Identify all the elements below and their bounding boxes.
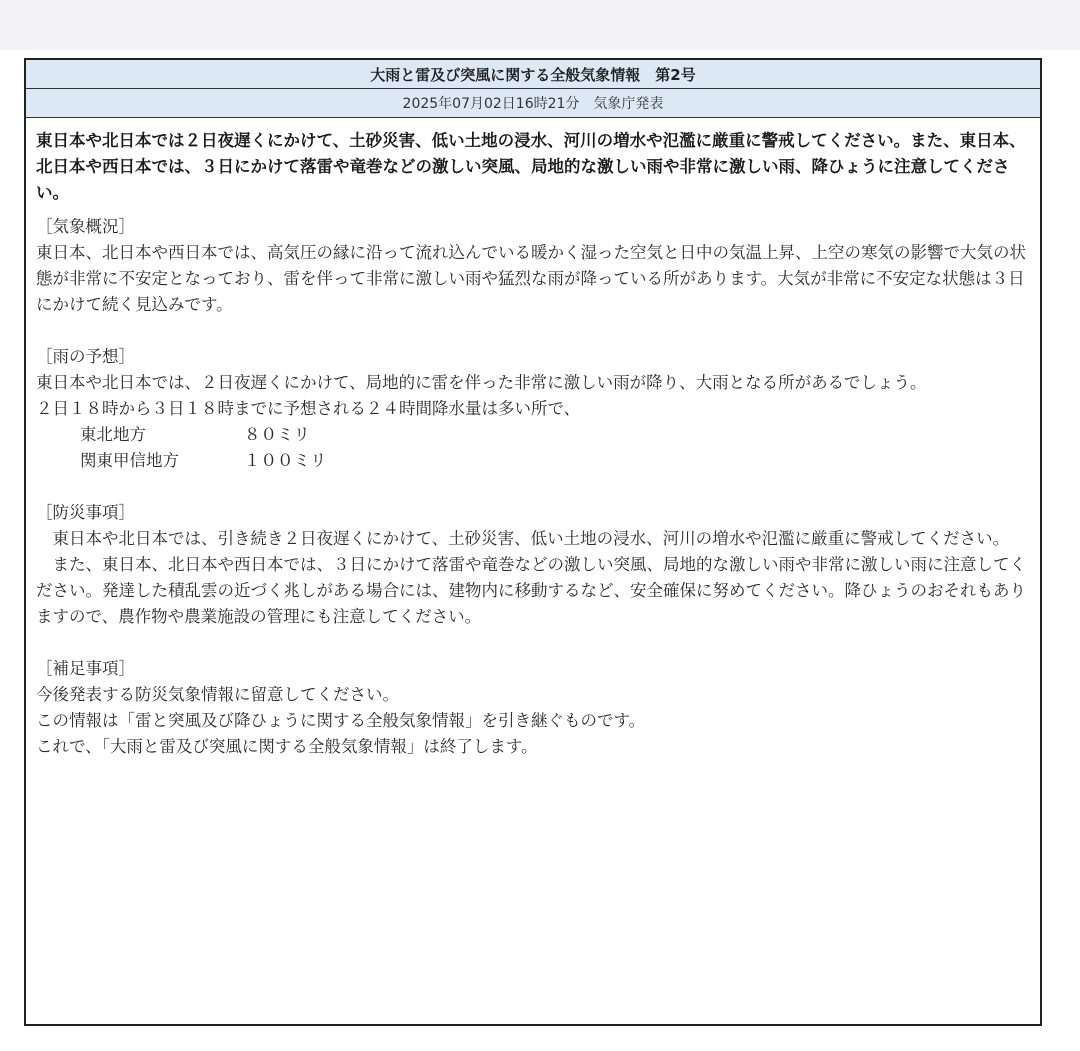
top-bar <box>0 0 1080 50</box>
section-heading-overview: ［気象概況］ <box>36 217 135 236</box>
rain-region-amount: ８０ミリ <box>244 425 310 444</box>
rain-forecast-period: ２日１８時から３日１８時までに予想される２４時間降水量は多い所で、 <box>36 399 581 418</box>
section-heading-rain: ［雨の予想］ <box>36 347 135 366</box>
rain-region-row <box>36 422 1030 448</box>
supplement-line: この情報は「雷と突風及び降ひょうに関する全般気象情報」を引き継ぐものです。 <box>36 711 646 730</box>
section-rain-forecast <box>36 344 1030 474</box>
info-content <box>26 118 1040 760</box>
weather-info-panel <box>24 58 1042 1026</box>
supplement-line: 今後発表する防災気象情報に留意してください。 <box>36 685 399 704</box>
section-disaster-prevention <box>36 500 1030 630</box>
rain-region-name: 関東甲信地方 <box>80 451 179 470</box>
overview-text: 東日本、北日本や西日本では、高気圧の縁に沿って流れ込んでいる暖かく湿った空気と日中の気温上昇、上空の寒気の影響で大気の状態が非常に不安定となっており、雷を伴って非常に激しい雨や猛烈な雨が降っている所があります。大気が非常に不安定な状態は３日にかけて続く見込みです。 <box>36 243 1026 314</box>
rain-region-name: 東北地方 <box>80 425 146 444</box>
disaster-paragraph: また、東日本、北日本や西日本では、３日にかけて落雷や竜巻などの激しい突風、局地的な激しい雨や非常に激しい雨に注意してください。発達した積乱雲の近づく兆しがある場合には、建物内に移動するなど、安全確保に努めてください。降ひょうのおそれもありますので、農作物や農業施設の管理にも注意してください。 <box>36 555 1026 626</box>
section-supplement <box>36 656 1030 760</box>
disaster-paragraph: 東日本や北日本では、引き続き２日夜遅くにかけて、土砂災害、低い土地の浸水、河川の増水や氾濫に厳重に警戒してください。 <box>36 529 1010 548</box>
info-title: 大雨と雷及び突風に関する全般気象情報 第2号 <box>26 60 1040 89</box>
supplement-line: これで、「大雨と雷及び突風に関する全般気象情報」は終了します。 <box>36 737 538 756</box>
rain-region-amount: １００ミリ <box>244 451 327 470</box>
section-heading-supplement: ［補足事項］ <box>36 659 135 678</box>
rain-forecast-text: 東日本や北日本では、２日夜遅くにかけて、局地的に雷を伴った非常に激しい雨が降り、大雨となる所があるでしょう。 <box>36 373 927 392</box>
section-overview <box>36 214 1030 318</box>
rain-region-row <box>36 448 1030 474</box>
headline-text: 東日本や北日本では２日夜遅くにかけて、土砂災害、低い土地の浸水、河川の増水や氾濫に厳重に警戒してください。また、東日本、北日本や西日本では、３日にかけて落雷や竜巻などの激しい突風、局地的な激しい雨や非常に激しい雨、降ひょうに注意してください。 <box>36 131 1026 202</box>
issued-datetime: 2025年07月02日16時21分 気象庁発表 <box>26 89 1040 118</box>
section-heading-disaster: ［防災事項］ <box>36 503 135 522</box>
